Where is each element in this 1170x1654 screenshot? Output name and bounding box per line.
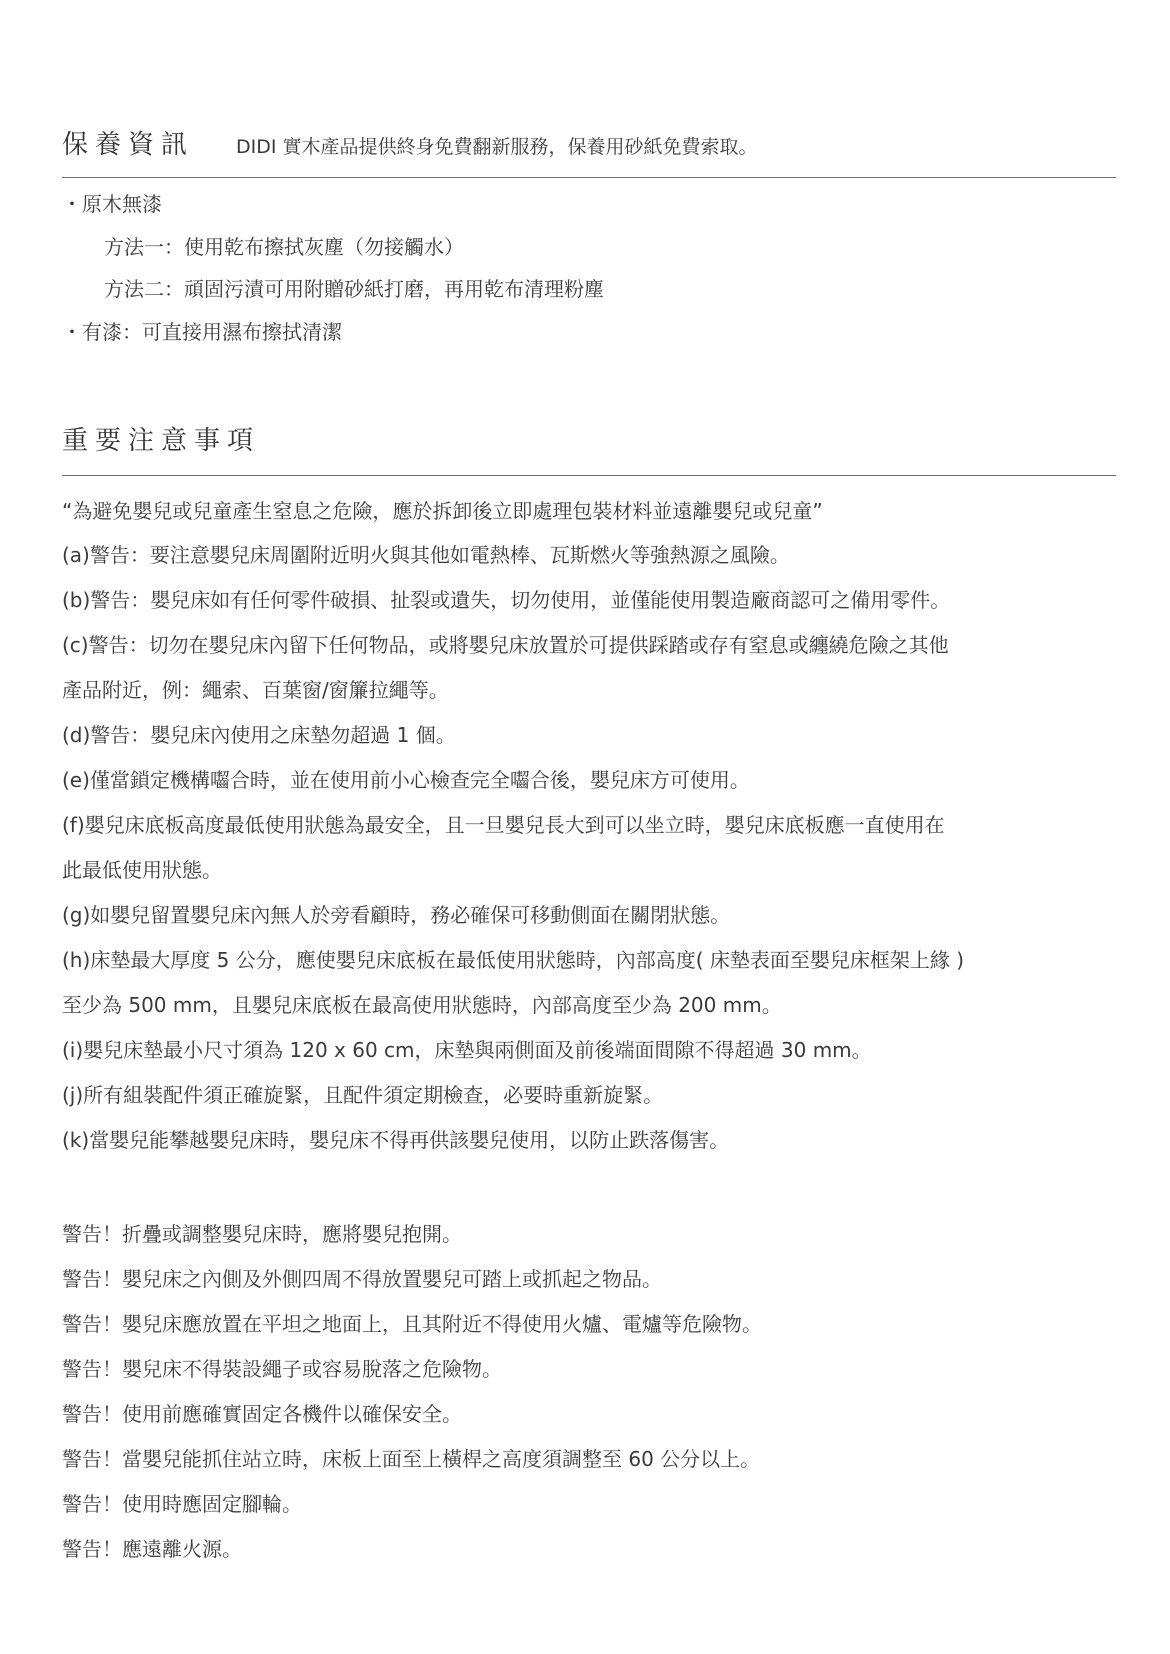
notice-line: “為避免嬰兒或兒童產生窒息之危險，應於拆卸後立即處理包裝材料並遠離嬰兒或兒童” [62, 499, 823, 523]
care-item: ・有漆：可直接用濕布擦拭清潔 [62, 320, 342, 344]
warning-line: 警告！使用前應確實固定各機件以確保安全。 [62, 1402, 462, 1426]
notice-line: (j)所有組裝配件須正確旋緊，且配件須定期檢查，必要時重新旋緊。 [62, 1083, 664, 1107]
warning-line: 警告！使用時應固定腳輪。 [62, 1492, 302, 1516]
care-item: ・原木無漆 [62, 192, 162, 216]
notice-section-header [62, 420, 1116, 476]
care-section-header [62, 124, 1116, 178]
notice-line: (h)床墊最大厚度 5 公分，應使嬰兒床底板在最低使用狀態時，內部高度( 床墊表面至嬰兒床框架上緣 ) [62, 948, 965, 972]
warning-line: 警告！嬰兒床之內側及外側四周不得放置嬰兒可踏上或抓起之物品。 [62, 1267, 662, 1291]
warning-line: 警告！嬰兒床不得裝設繩子或容易脫落之危險物。 [62, 1357, 502, 1381]
notice-line: (e)僅當鎖定機構囓合時，並在使用前小心檢查完全囓合後，嬰兒床方可使用。 [62, 768, 750, 792]
notice-line: (g)如嬰兒留置嬰兒床內無人於旁看顧時，務必確保可移動側面在關閉狀態。 [62, 903, 731, 927]
notice-line: (i)嬰兒床墊最小尺寸須為 120 x 60 cm，床墊與兩側面及前後端面間隙不得超過 30 mm。 [62, 1038, 872, 1062]
care-section-title: 保養資訊 [62, 130, 195, 160]
notice-line: (d)警告：嬰兒床內使用之床墊勿超過 1 個。 [62, 723, 456, 747]
warning-line: 警告！應遠離火源。 [62, 1537, 242, 1561]
notice-line: 產品附近，例：繩索、百葉窗/窗簾拉繩等。 [62, 678, 449, 702]
notice-line: (k)當嬰兒能攀越嬰兒床時，嬰兒床不得再供該嬰兒使用，以防止跌落傷害。 [62, 1128, 730, 1152]
notice-section-title: 重要注意事項 [62, 426, 261, 456]
notice-line: 此最低使用狀態。 [62, 858, 222, 882]
care-item: 方法一：使用乾布擦拭灰塵（勿接觸水） [104, 235, 464, 259]
notice-line: (a)警告：要注意嬰兒床周圍附近明火與其他如電熱棒、瓦斯燃火等強熱源之風險。 [62, 543, 790, 567]
notice-line: 至少為 500 mm，且嬰兒床底板在最高使用狀態時，內部高度至少為 200 mm。 [62, 993, 782, 1017]
care-section-note: DIDI 實木產品提供終身免費翻新服務，保養用砂紙免費索取。 [236, 136, 758, 158]
warning-line: 警告！嬰兒床應放置在平坦之地面上，且其附近不得使用火爐、電爐等危險物。 [62, 1312, 762, 1336]
notice-line: (b)警告：嬰兒床如有任何零件破損、扯裂或遺失，切勿使用，並僅能使用製造廠商認可之備用零件。 [62, 588, 951, 612]
warning-line: 警告！折疊或調整嬰兒床時，應將嬰兒抱開。 [62, 1222, 462, 1246]
notice-line: (f)嬰兒床底板高度最低使用狀態為最安全，且一旦嬰兒長大到可以坐立時，嬰兒床底板應一直使用在 [62, 813, 945, 837]
notice-line: (c)警告：切勿在嬰兒床內留下任何物品，或將嬰兒床放置於可提供踩踏或存有窒息或纏繞危險之其他 [62, 633, 949, 657]
care-item: 方法二：頑固污漬可用附贈砂紙打磨，再用乾布清理粉塵 [104, 277, 604, 301]
warning-line: 警告！當嬰兒能抓住站立時，床板上面至上橫桿之高度須調整至 60 公分以上。 [62, 1447, 761, 1471]
